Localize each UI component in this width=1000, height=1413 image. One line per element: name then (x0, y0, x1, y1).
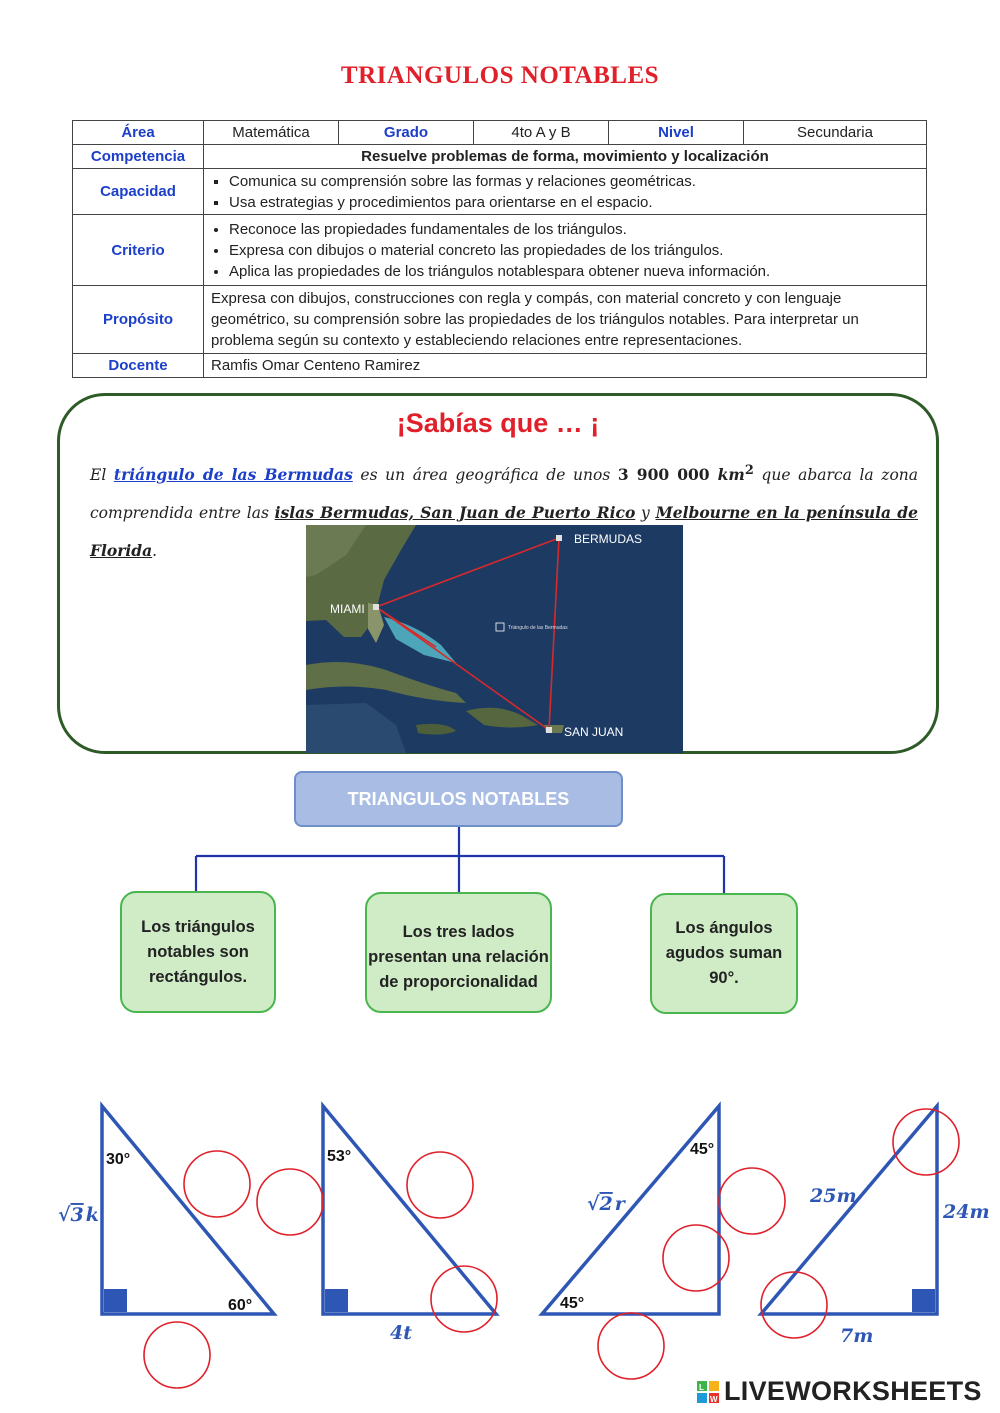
text-segment: es un área geográfica de unos (352, 466, 618, 485)
right-angle-marker (912, 1289, 935, 1312)
answer-circle[interactable] (598, 1313, 664, 1379)
criterio-cell (204, 215, 927, 286)
answer-circle[interactable] (184, 1151, 250, 1217)
florida-term: Melbourne en la península de Florida (90, 503, 918, 561)
bermuda-map-image (306, 525, 683, 753)
angle-label: 60° (228, 1297, 253, 1314)
capacidad-label: Capacidad (73, 169, 204, 215)
capacidad-item: ▪ Comunica su comprensión sobre las formas y relaciones geométricas. (229, 171, 919, 192)
docente-label: Docente (73, 354, 204, 378)
text-segment: que abarca la zona comprendida entre las (90, 466, 919, 523)
page-title: TRIANGULOS NOTABLES (340, 62, 660, 89)
answer-circle[interactable] (257, 1169, 323, 1235)
capacidad-item: ▪ Usa estrategias y procedimientos para orientarse en el espacio. (229, 192, 919, 213)
angle-label: 53° (327, 1148, 352, 1165)
text-segment: El (90, 466, 114, 485)
right-angle-marker (325, 1289, 348, 1312)
liveworksheets-logo-icon (697, 1381, 719, 1403)
answer-circle[interactable] (719, 1168, 785, 1234)
area-value: Matemática (204, 121, 339, 145)
angle-label: 45° (690, 1141, 715, 1158)
area-label: Área (73, 121, 204, 145)
bermudas-map-label: BERMUDAS (574, 532, 643, 546)
miami-map-label: MIAMI (330, 602, 365, 616)
concept-main-box: TRIANGULOS NOTABLES (294, 771, 623, 827)
nivel-value: Secundaria (744, 121, 927, 145)
proposito-label: Propósito (73, 286, 204, 354)
area-exponent: 2 (744, 463, 754, 478)
miami-marker (373, 604, 379, 610)
bermudas-marker (556, 535, 562, 541)
concept-box-proporcionalidad: Los tres lados presentan una relación de proporcionalidad (365, 892, 552, 1013)
criterio-label: Criterio (73, 215, 204, 286)
bermudas-term: triángulo de las Bermudas (113, 465, 353, 485)
triangle-7-24-25 (761, 1106, 937, 1314)
criterio-item: • Aplica las propiedades de los triángulos notablespara obtener nueva información. (229, 261, 919, 282)
side-label-24m: 24m (943, 1201, 990, 1223)
triangles-figure (0, 1090, 1000, 1380)
side-label-25m: 25m (810, 1185, 857, 1207)
criterio-item: • Reconoce las propiedades fundamentales de los triángulos. (229, 219, 919, 240)
angle-label: 30° (106, 1151, 131, 1168)
side-label-sqrt2r: √2 r (587, 1193, 625, 1215)
answer-circle[interactable] (144, 1322, 210, 1388)
side-label-7m: 7m (840, 1325, 874, 1347)
right-angle-marker (104, 1289, 127, 1312)
triangle-37-53 (323, 1106, 496, 1314)
competencia-label: Competencia (73, 145, 204, 169)
side-label-sqrt3k: √3 k (58, 1204, 99, 1226)
criterio-item: • Expresa con dibujos o material concreto las propiedades de los triángulos. (229, 240, 919, 261)
text-segment: . (152, 542, 158, 561)
svg-text:L: L (699, 1382, 704, 1392)
center-map-label: Triángulo de las Bermudas (508, 625, 568, 631)
angle-label: 45° (560, 1295, 585, 1312)
triangle-30-60 (102, 1106, 274, 1314)
text-segment: y (635, 504, 656, 523)
area-number: 3 900 000 (617, 465, 718, 485)
answer-circle[interactable] (407, 1152, 473, 1218)
side-label-4t: 4t (390, 1322, 412, 1344)
concept-box-rectangulos: Los triángulos notables son rectángulos. (120, 891, 276, 1013)
sanjuan-marker (546, 727, 552, 733)
svg-text:W: W (710, 1394, 718, 1403)
grado-value: 4to A y B (474, 121, 609, 145)
competencia-value: Resuelve problemas de forma, movimiento y localización (204, 145, 927, 169)
sabias-title: ¡Sabías que … ¡ (396, 408, 600, 438)
concept-box-angulos: Los ángulos agudos suman 90°. (650, 893, 798, 1014)
nivel-label: Nivel (609, 121, 744, 145)
liveworksheets-brand: LIVEWORKSHEETS (724, 1376, 982, 1406)
liveworksheets-logo (697, 1376, 982, 1407)
proposito-value: Expresa con dibujos, construcciones con regla y compás, con material concreto y con lenguaje geométrico, su comprensión sobre las propiedades de los triángulos notables. Para interpretar un problema según su contexto y estableciendo relaciones entre representaciones. (204, 286, 927, 354)
triangle-45-45 (542, 1106, 719, 1314)
area-unit: km (717, 465, 745, 485)
capacidad-cell (204, 169, 927, 215)
grado-label: Grado (339, 121, 474, 145)
info-table (72, 120, 927, 378)
docente-value: Ramfis Omar Centeno Ramirez (204, 354, 927, 378)
islands-term: islas Bermudas, San Juan de Puerto Rico (274, 503, 636, 523)
sanjuan-map-label: SAN JUAN (564, 725, 624, 739)
